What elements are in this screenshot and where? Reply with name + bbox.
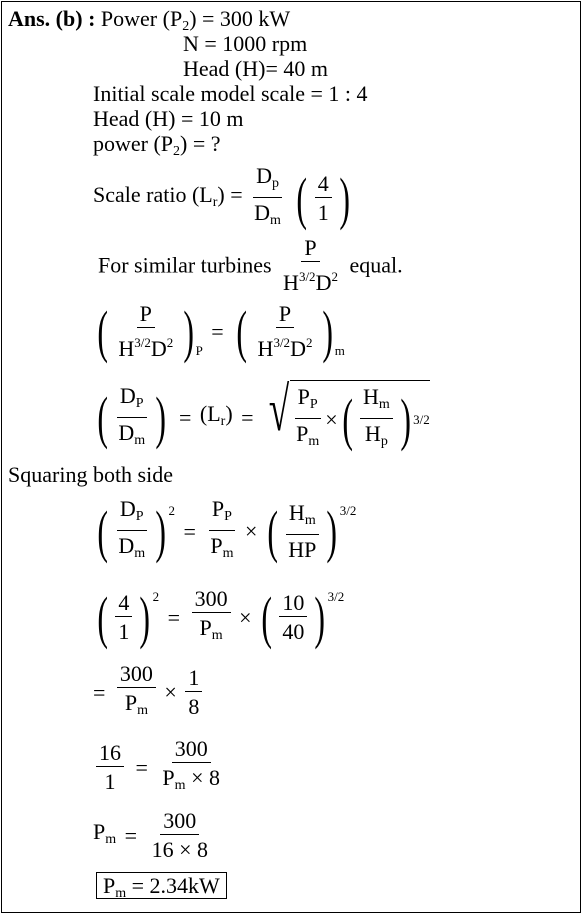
solution-equation: $P_m$ = $\frac{300}{16 \times 8}$ (93, 808, 208, 862)
speed-given: N = 1000 rpm (183, 31, 308, 56)
ratio-equation: ( $D_P$ $D_m$ ) = $(L_r)$ = √ $\frac{P_P}{P_m}$ × ( $H_m$ $H_p$ ) 3/2 (93, 380, 430, 456)
final-answer-box: $P_m = 2.34kW$ (96, 872, 227, 899)
dp-dm-fraction: $\frac{D_p}{D_m}$ (254, 163, 281, 228)
scale-ratio-eq: Scale ratio $(L_r)$ = $\frac{D_p}{D_m}$ ( 4 1 ) (93, 162, 354, 235)
scale-given: Initial scale model scale = 1 : 4 (93, 81, 368, 106)
power-given: Power $(P_2) = 300$ kW (100, 6, 291, 34)
head-model: Head (H) = 10 m (93, 106, 244, 131)
squaring-text: Squaring both side (8, 462, 173, 487)
power-coefficient: $\frac{P}{H^{3/2}D^2}$ (283, 235, 338, 295)
answer-frame (1, 1, 581, 913)
rearranged-equation: $\frac{16}{1}$ = $\frac{300}{P_m \times 8}$ (93, 735, 226, 800)
four-over-one: 4 1 (315, 170, 332, 227)
final-answer (96, 874, 227, 906)
head-given: Head (H)= 40 m (183, 56, 328, 81)
similarity-equation: ( P $H^{3/2}D^2$ ) $_P$ = ( P $H^{3/2}D^2$ ) $_m$ (97, 298, 345, 364)
similarity-statement: For similar turbines $\frac{P}{H^{3/2}D^2}$ equal. (98, 235, 403, 295)
simplified-equation: = $\frac{300}{P_m}$ × $\frac{1}{8}$ (90, 660, 205, 725)
substitution-equation: ( 4 1 ) $^2$ = $\frac{300}{P_m}$ × ( 10 40 ) $^{3/2}$ (97, 584, 345, 650)
squared-equation: ( $D_P$ $D_m$ ) $^2$ = $\frac{P_P}{P_m}$ × ( $H_m$ HP ) $^{3/2}$ (97, 496, 357, 564)
answer-label: Ans. (b) : (8, 6, 96, 31)
power-unknown: power $(P_2)$ = ? (93, 131, 221, 159)
